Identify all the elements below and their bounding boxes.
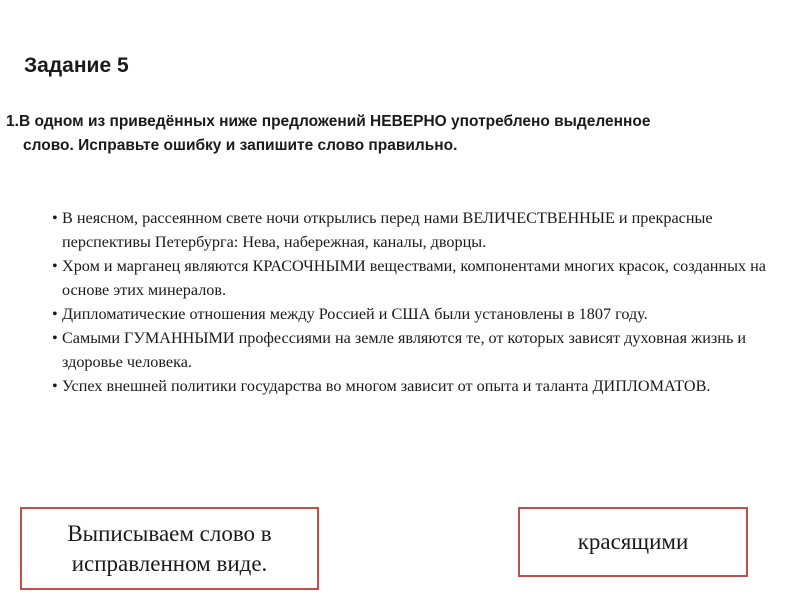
sentence-text: Успех внешней политики государства во многом зависит от опыта и таланта ДИПЛОМАТОВ. (62, 377, 711, 395)
bullet-icon: • (52, 257, 58, 275)
instruction-text-1: В одном из приведённых ниже предложений НЕВЕРНО употреблено выделенное (18, 113, 651, 130)
sentence-item (52, 302, 782, 326)
sentence-item (52, 206, 782, 254)
task-title: Задание 5 (24, 54, 129, 77)
prompt-box[interactable] (20, 507, 319, 590)
sentence-item (52, 374, 782, 398)
answer-text: красящими (577, 529, 689, 554)
sentence-text: Хром и марганец являются КРАСОЧНЫМИ веществами, компонентами многих красок, созданных на основе этих минералов. (62, 257, 766, 299)
bullet-icon: • (52, 305, 58, 323)
task-instruction (6, 110, 776, 158)
instruction-line-1 (6, 110, 776, 134)
instruction-line-2: слово. Исправьте ошибку и запишите слово правильно. (23, 137, 458, 154)
bullet-icon: • (52, 209, 58, 227)
sentence-text: Дипломатические отношения между Россией и США были установлены в 1807 году. (62, 305, 648, 323)
sentence-text: Самыми ГУМАННЫМИ профессиями на земле являются те, от которых зависят духовная жизнь и здоровье человека. (62, 329, 747, 371)
bullet-icon: • (52, 329, 58, 347)
sentence-item (52, 326, 782, 374)
sentence-item (52, 254, 782, 302)
sentence-list (52, 206, 782, 398)
bullet-icon: • (52, 377, 58, 395)
instruction-number: 1. (6, 113, 19, 130)
answer-box[interactable] (518, 507, 748, 577)
prompt-text: Выписываем слово в исправленном виде. (67, 520, 272, 576)
sentence-text: В неясном, рассеянном свете ночи открылись перед нами ВЕЛИЧЕСТВЕННЫЕ и прекрасные перспективы Петербурга: Нева, набережная, каналы, дворцы. (62, 209, 713, 251)
